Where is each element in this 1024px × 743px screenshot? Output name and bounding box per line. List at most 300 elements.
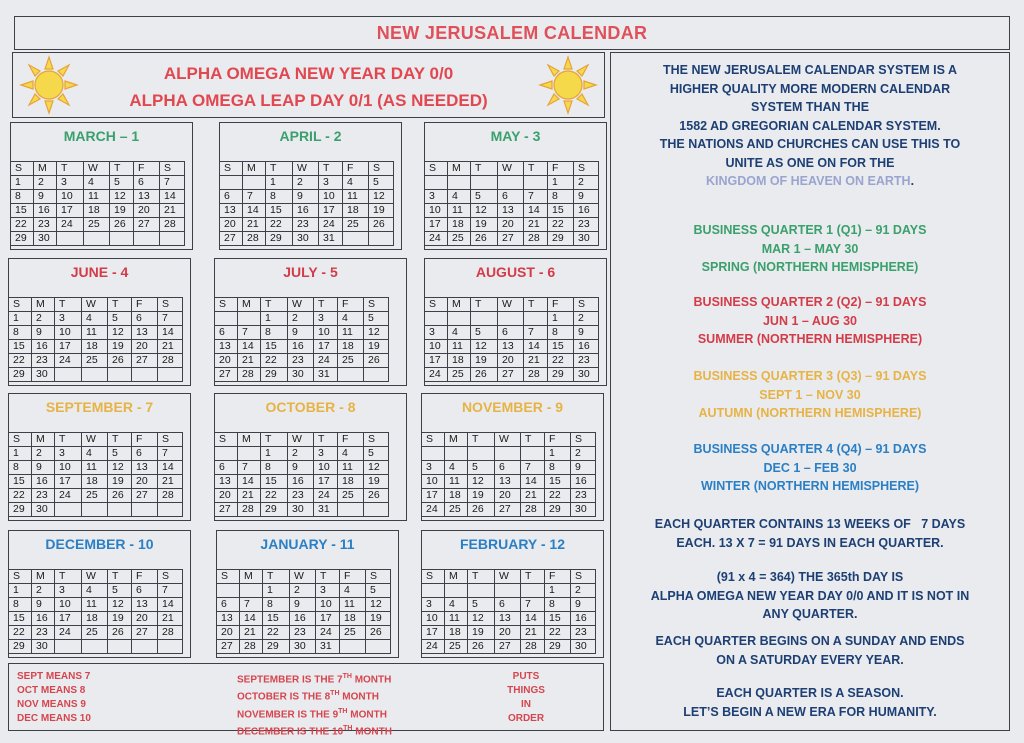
day-cell: 28 <box>243 232 266 246</box>
weekday-header: W <box>288 433 314 447</box>
day-cell: 5 <box>471 190 498 204</box>
day-cell: 9 <box>574 326 599 340</box>
day-cell: 12 <box>108 461 132 475</box>
week-row <box>11 218 185 232</box>
month-calendar-table <box>421 569 596 654</box>
day-cell <box>82 640 108 654</box>
day-cell: 6 <box>215 326 238 340</box>
day-cell: 10 <box>314 461 338 475</box>
day-cell <box>498 176 524 190</box>
day-cell: 29 <box>548 232 574 246</box>
week-row <box>9 612 183 626</box>
day-cell: 27 <box>495 640 521 654</box>
day-cell: 7 <box>524 190 548 204</box>
day-cell: 18 <box>338 475 364 489</box>
day-cell: 18 <box>84 204 110 218</box>
day-cell: 8 <box>11 190 34 204</box>
weekday-header: T <box>471 298 498 312</box>
day-cell: 22 <box>9 626 32 640</box>
day-cell: 10 <box>55 598 82 612</box>
day-cell: 25 <box>82 489 108 503</box>
day-cell: 23 <box>32 626 55 640</box>
day-cell: 4 <box>338 447 364 461</box>
day-cell: 20 <box>495 489 521 503</box>
weekday-header: W <box>495 570 521 584</box>
day-cell: 1 <box>9 312 32 326</box>
month-name: APRIL - 2 <box>279 128 342 144</box>
day-cell: 25 <box>445 503 468 517</box>
weekday-header: W <box>82 433 108 447</box>
weekday-header: T <box>57 162 84 176</box>
day-cell: 1 <box>266 176 293 190</box>
week-row <box>11 232 185 246</box>
week-row <box>217 640 391 654</box>
day-cell: 27 <box>132 626 158 640</box>
day-cell: 13 <box>132 461 158 475</box>
month-calendar-table <box>8 297 183 382</box>
day-cell: 14 <box>240 612 263 626</box>
day-cell: 31 <box>314 368 338 382</box>
day-cell: 23 <box>293 218 319 232</box>
day-cell: 24 <box>422 640 445 654</box>
day-cell: 12 <box>468 475 495 489</box>
day-cell: 12 <box>471 340 498 354</box>
day-cell: 21 <box>238 354 261 368</box>
weekday-header-row <box>425 162 599 176</box>
weekday-header: S <box>217 570 240 584</box>
day-cell: 18 <box>340 612 366 626</box>
week-row <box>422 640 596 654</box>
day-cell: 9 <box>32 598 55 612</box>
weekday-header-row <box>422 570 596 584</box>
week-row <box>217 626 391 640</box>
day-cell: 20 <box>217 626 240 640</box>
month-box <box>214 258 407 386</box>
day-cell <box>340 640 366 654</box>
day-cell: 8 <box>9 598 32 612</box>
day-cell <box>524 176 548 190</box>
day-cell <box>238 447 261 461</box>
week-row <box>9 640 183 654</box>
day-cell: 29 <box>261 503 288 517</box>
week-row <box>215 475 389 489</box>
day-cell: 20 <box>215 354 238 368</box>
day-cell: 13 <box>495 475 521 489</box>
day-cell: 24 <box>314 354 338 368</box>
weekday-header: S <box>220 162 243 176</box>
day-cell: 7 <box>238 326 261 340</box>
week-row <box>9 475 183 489</box>
day-cell: 9 <box>34 190 57 204</box>
day-cell: 16 <box>32 475 55 489</box>
day-cell: 7 <box>158 584 183 598</box>
weekday-header: S <box>9 433 32 447</box>
weekday-header: T <box>471 162 498 176</box>
is-month-item: DECEMBER IS THE 10TH MONTH <box>237 724 392 738</box>
day-cell <box>84 232 110 246</box>
day-cell: 29 <box>266 232 293 246</box>
day-cell: 2 <box>290 584 316 598</box>
weekday-header: M <box>32 298 55 312</box>
weekday-header: W <box>82 570 108 584</box>
day-cell: 26 <box>366 626 391 640</box>
day-cell: 21 <box>160 204 185 218</box>
day-cell: 13 <box>220 204 243 218</box>
day-cell: 25 <box>82 626 108 640</box>
day-cell <box>134 232 160 246</box>
day-cell <box>108 640 132 654</box>
month-calendar-table <box>214 297 389 382</box>
day-cell: 13 <box>215 475 238 489</box>
kingdom-text: KINGDOM OF HEAVEN ON EARTH <box>705 174 911 188</box>
weekday-header: M <box>32 570 55 584</box>
day-365-info: (91 x 4 = 364) THE 365th DAY IS ALPHA OMEGA NEW YEAR DAY 0/0 AND IT IS NOT IN ANY QUARTER. <box>650 570 970 621</box>
day-cell: 5 <box>364 447 389 461</box>
day-cell: 17 <box>319 204 343 218</box>
day-cell <box>498 312 524 326</box>
week-row <box>9 461 183 475</box>
day-cell: 26 <box>468 503 495 517</box>
day-cell: 4 <box>448 190 471 204</box>
day-cell: 15 <box>9 340 32 354</box>
month-name: JULY - 5 <box>283 264 338 280</box>
day-cell <box>132 640 158 654</box>
week-row <box>422 584 596 598</box>
day-cell: 17 <box>422 626 445 640</box>
day-cell: 23 <box>571 489 596 503</box>
means-item: NOV MEANS 9 <box>17 699 86 710</box>
day-cell: 1 <box>11 176 34 190</box>
day-cell: 22 <box>11 218 34 232</box>
day-cell: 6 <box>132 584 158 598</box>
day-cell: 6 <box>132 312 158 326</box>
day-cell: 1 <box>545 584 571 598</box>
day-cell: 4 <box>84 176 110 190</box>
month-meaning-notes <box>8 663 604 738</box>
means-item: SEPT MEANS 7 <box>17 671 91 682</box>
day-cell: 6 <box>220 190 243 204</box>
weekday-header: F <box>338 433 364 447</box>
weekday-header: T <box>521 570 545 584</box>
weekday-header: T <box>266 162 293 176</box>
day-cell: 10 <box>55 326 82 340</box>
day-cell: 1 <box>548 176 574 190</box>
day-cell: 16 <box>32 340 55 354</box>
day-cell: 12 <box>471 204 498 218</box>
day-cell: 26 <box>108 626 132 640</box>
week-row <box>215 489 389 503</box>
weekday-header: M <box>240 570 263 584</box>
day-cell <box>425 312 448 326</box>
day-cell: 24 <box>425 232 448 246</box>
month-calendar-table <box>10 161 185 246</box>
weekday-header: S <box>366 570 391 584</box>
weekday-header: S <box>369 162 394 176</box>
weekday-header: T <box>108 433 132 447</box>
day-cell: 8 <box>261 461 288 475</box>
leap-day-line: ALPHA OMEGA LEAP DAY 0/1 (AS NEEDED) <box>129 91 488 110</box>
weekday-header: F <box>545 570 571 584</box>
day-cell: 26 <box>471 368 498 382</box>
day-cell <box>468 447 495 461</box>
week-row <box>220 232 394 246</box>
day-cell: 22 <box>9 354 32 368</box>
day-cell: 16 <box>574 340 599 354</box>
month-calendar-table <box>424 161 599 246</box>
day-cell: 24 <box>316 626 340 640</box>
day-cell: 11 <box>343 190 369 204</box>
day-cell <box>57 232 84 246</box>
weekday-header: T <box>263 570 290 584</box>
week-row <box>217 598 391 612</box>
day-cell: 22 <box>545 626 571 640</box>
day-cell: 7 <box>158 312 183 326</box>
day-cell: 11 <box>82 461 108 475</box>
quarter-4-info: BUSINESS QUARTER 4 (Q4) – 91 DAYS DEC 1 – FEB 30 WINTER (NORTHERN HEMISPHERE) <box>693 442 927 493</box>
day-cell: 20 <box>498 218 524 232</box>
day-cell <box>422 584 445 598</box>
quarter-3-info: BUSINESS QUARTER 3 (Q3) – 91 DAYS SEPT 1 – NOV 30 AUTUMN (NORTHERN HEMISPHERE) <box>693 369 927 420</box>
day-cell: 7 <box>240 598 263 612</box>
day-cell: 8 <box>545 598 571 612</box>
day-cell <box>108 368 132 382</box>
month-calendar-table <box>8 432 183 517</box>
weekday-header: T <box>261 298 288 312</box>
weekday-header: M <box>448 298 471 312</box>
weekday-header: T <box>524 162 548 176</box>
quarter-1-info: BUSINESS QUARTER 1 (Q1) – 91 DAYS MAR 1 – MAY 30 SPRING (NORTHERN HEMISPHERE) <box>693 223 927 274</box>
day-cell: 26 <box>110 218 134 232</box>
means-item: DEC MEANS 10 <box>17 713 91 724</box>
day-cell: 27 <box>495 503 521 517</box>
day-cell: 5 <box>108 312 132 326</box>
month-calendar-table <box>8 569 183 654</box>
day-cell: 1 <box>261 447 288 461</box>
day-cell: 18 <box>448 218 471 232</box>
day-cell: 9 <box>293 190 319 204</box>
day-cell <box>55 503 82 517</box>
weekday-header: F <box>338 298 364 312</box>
month-box <box>424 122 607 250</box>
day-cell: 30 <box>574 368 599 382</box>
day-cell: 6 <box>498 190 524 204</box>
day-cell: 8 <box>261 326 288 340</box>
day-cell: 11 <box>340 598 366 612</box>
day-cell: 2 <box>288 447 314 461</box>
day-cell: 11 <box>448 340 471 354</box>
day-cell: 4 <box>445 461 468 475</box>
day-cell: 9 <box>32 326 55 340</box>
day-cell: 12 <box>468 612 495 626</box>
day-cell: 16 <box>293 204 319 218</box>
month-calendar-table <box>424 297 599 382</box>
day-cell: 30 <box>288 503 314 517</box>
day-cell: 31 <box>314 503 338 517</box>
day-cell: 24 <box>55 489 82 503</box>
day-cell: 18 <box>445 489 468 503</box>
month-name: JANUARY - 11 <box>260 536 355 552</box>
day-cell: 18 <box>343 204 369 218</box>
day-cell <box>369 232 394 246</box>
weekday-header: F <box>545 433 571 447</box>
day-cell: 15 <box>545 475 571 489</box>
day-cell: 4 <box>82 584 108 598</box>
day-cell: 3 <box>314 447 338 461</box>
day-cell: 30 <box>574 232 599 246</box>
day-cell: 25 <box>82 354 108 368</box>
day-cell: 8 <box>266 190 293 204</box>
day-cell: 26 <box>468 640 495 654</box>
day-cell: 22 <box>266 218 293 232</box>
weekday-header: T <box>314 298 338 312</box>
weekday-header: S <box>574 162 599 176</box>
day-cell: 8 <box>548 190 574 204</box>
day-cell: 10 <box>316 598 340 612</box>
weekday-header: M <box>243 162 266 176</box>
page-title: NEW JERUSALEM CALENDAR <box>376 22 648 43</box>
day-cell: 3 <box>422 598 445 612</box>
quarter-2-info: BUSINESS QUARTER 2 (Q2) – 91 DAYS JUN 1 – AUG 30 SUMMER (NORTHERN HEMISPHERE) <box>693 295 927 346</box>
day-cell <box>82 503 108 517</box>
weekday-header-row <box>217 570 391 584</box>
day-cell <box>448 176 471 190</box>
week-row <box>217 612 391 626</box>
day-cell: 22 <box>9 489 32 503</box>
day-cell: 29 <box>9 640 32 654</box>
day-cell: 9 <box>288 461 314 475</box>
day-cell: 6 <box>498 326 524 340</box>
day-cell: 15 <box>11 204 34 218</box>
weekday-header: F <box>132 298 158 312</box>
week-row <box>215 503 389 517</box>
day-cell <box>240 584 263 598</box>
day-cell: 15 <box>266 204 293 218</box>
week-row <box>220 204 394 218</box>
week-row <box>422 475 596 489</box>
day-cell: 7 <box>243 190 266 204</box>
month-name: SEPTEMBER - 7 <box>45 399 154 415</box>
quarter-begins-info: EACH QUARTER BEGINS ON A SUNDAY AND ENDS ON A SATURDAY EVERY YEAR. <box>655 634 965 667</box>
intro-text: THE NEW JERUSALEM CALENDAR SYSTEM IS A HIGHER QUALITY MORE MODERN CALENDAR SYSTEM THAN THE 1582 AD GREGORIAN CALENDAR SYSTEM. THE NATIONS AND CHURCHES CAN USE THIS TO UNITE AS ONE ON FOR THE KINGDOM OF HEAVEN ON EARTH. <box>659 63 961 188</box>
day-cell: 11 <box>82 598 108 612</box>
day-cell <box>55 640 82 654</box>
day-cell: 24 <box>55 354 82 368</box>
week-row <box>425 354 599 368</box>
day-cell: 19 <box>471 218 498 232</box>
weekday-header: W <box>498 298 524 312</box>
month-name: MARCH – 1 <box>63 128 140 144</box>
day-cell: 25 <box>448 368 471 382</box>
day-cell: 15 <box>548 340 574 354</box>
day-cell: 31 <box>316 640 340 654</box>
month-box <box>421 393 604 521</box>
week-row <box>9 489 183 503</box>
weekday-header-row <box>11 162 185 176</box>
day-cell: 24 <box>425 368 448 382</box>
season-info: EACH QUARTER IS A SEASON. LET’S BEGIN A NEW ERA FOR HUMANITY. <box>683 686 937 719</box>
day-cell <box>158 503 183 517</box>
day-cell <box>495 584 521 598</box>
weekday-header: M <box>238 298 261 312</box>
weekday-header: S <box>422 570 445 584</box>
day-cell: 15 <box>545 612 571 626</box>
day-cell <box>445 447 468 461</box>
day-cell: 24 <box>57 218 84 232</box>
day-cell: 23 <box>288 489 314 503</box>
weekday-header: M <box>445 570 468 584</box>
week-row <box>9 368 183 382</box>
day-cell: 21 <box>158 612 183 626</box>
day-cell: 10 <box>425 340 448 354</box>
weekday-header: W <box>498 162 524 176</box>
day-cell: 15 <box>261 340 288 354</box>
day-cell: 3 <box>425 190 448 204</box>
day-cell: 4 <box>448 326 471 340</box>
day-cell: 27 <box>132 354 158 368</box>
day-cell: 27 <box>215 368 238 382</box>
day-cell: 30 <box>32 640 55 654</box>
week-row <box>9 598 183 612</box>
weeks-info: EACH QUARTER CONTAINS 13 WEEKS OF 7 DAYS EACH. 13 X 7 = 91 DAYS IN EACH QUARTER. <box>654 517 966 550</box>
day-cell: 9 <box>288 326 314 340</box>
day-cell: 30 <box>32 368 55 382</box>
day-cell <box>364 503 389 517</box>
day-cell: 27 <box>220 232 243 246</box>
day-cell: 10 <box>422 475 445 489</box>
day-cell: 21 <box>524 354 548 368</box>
day-cell: 16 <box>34 204 57 218</box>
day-cell: 29 <box>545 640 571 654</box>
month-name: DECEMBER - 10 <box>45 536 154 552</box>
is-month-item: OCTOBER IS THE 8TH MONTH <box>237 690 379 703</box>
weekday-header: S <box>425 298 448 312</box>
month-calendar-table <box>214 432 389 517</box>
month-name: MAY - 3 <box>490 128 541 144</box>
day-cell: 22 <box>545 489 571 503</box>
day-cell: 3 <box>57 176 84 190</box>
month-box <box>8 258 191 386</box>
day-cell: 5 <box>468 598 495 612</box>
weekday-header: W <box>293 162 319 176</box>
day-cell <box>343 232 369 246</box>
day-cell: 15 <box>263 612 290 626</box>
day-cell: 16 <box>571 475 596 489</box>
day-cell: 2 <box>32 447 55 461</box>
day-cell: 25 <box>448 232 471 246</box>
day-cell: 29 <box>261 368 288 382</box>
day-cell: 17 <box>422 489 445 503</box>
month-name: FEBRUARY - 12 <box>459 536 566 552</box>
day-cell: 20 <box>132 340 158 354</box>
day-cell: 5 <box>364 312 389 326</box>
week-row <box>11 190 185 204</box>
is-month-column <box>237 670 392 739</box>
week-row <box>9 326 183 340</box>
weekday-header: T <box>55 570 82 584</box>
day-cell: 24 <box>422 503 445 517</box>
day-cell: 3 <box>55 447 82 461</box>
day-cell: 27 <box>132 489 158 503</box>
week-row <box>425 340 599 354</box>
day-cell: 18 <box>445 626 468 640</box>
day-cell: 14 <box>524 204 548 218</box>
day-cell: 11 <box>338 461 364 475</box>
day-cell: 28 <box>240 640 263 654</box>
weekday-header: T <box>314 433 338 447</box>
day-cell: 22 <box>548 354 574 368</box>
day-cell <box>524 312 548 326</box>
day-cell: 9 <box>290 598 316 612</box>
